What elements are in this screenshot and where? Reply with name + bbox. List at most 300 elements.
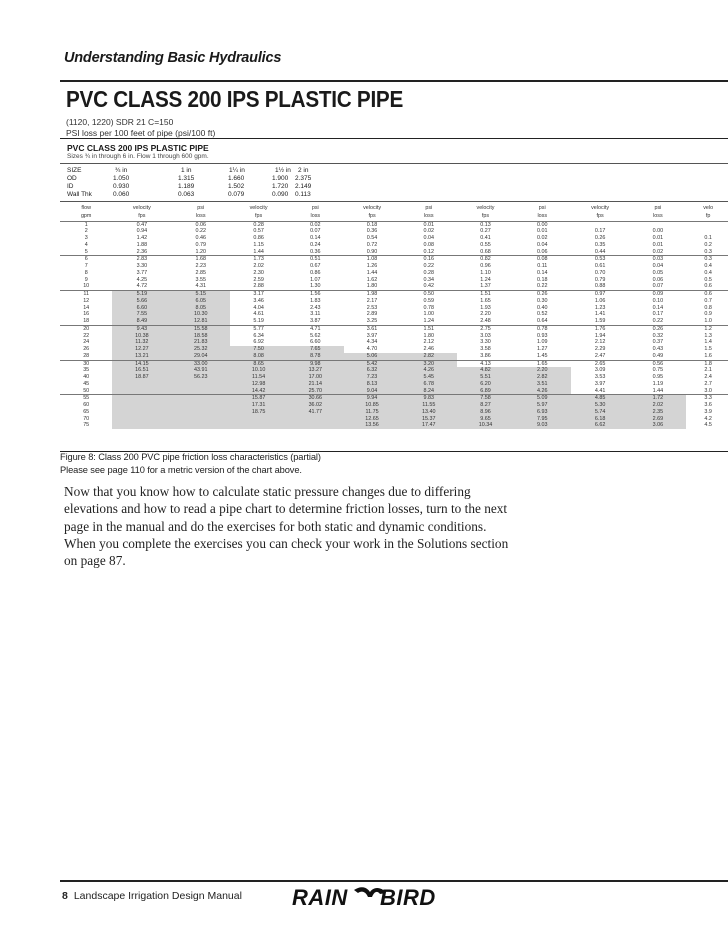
- table-cell: 25.32: [171, 346, 230, 353]
- table-cell: 4.41: [594, 387, 606, 394]
- table-cell: 1.27: [537, 346, 548, 353]
- table-cell: 0.5: [704, 276, 712, 283]
- table-cell: [171, 395, 230, 402]
- table-cell: 0.22: [652, 318, 664, 325]
- table-cell: [230, 422, 287, 429]
- table-cell: 0.06: [652, 276, 664, 283]
- table-cell: 1.62: [366, 276, 378, 283]
- table-cell: 3.9: [704, 408, 712, 415]
- table-cell: 0.43: [652, 346, 664, 353]
- table-cell: 0.78: [514, 325, 571, 332]
- table-row: [60, 291, 728, 298]
- table-cell: 1.19: [652, 380, 664, 387]
- table-cell: 2.46: [423, 346, 435, 353]
- table-cell: 0.28: [423, 269, 435, 276]
- column-header: psi: [538, 205, 546, 211]
- table-cell: 9.04: [344, 388, 401, 395]
- table-row: [60, 283, 728, 290]
- table-cell: 0.79: [594, 276, 606, 283]
- size-value: ¾ in: [115, 167, 128, 174]
- table-cell: 0.26: [630, 325, 687, 332]
- table-cell: 0.86: [310, 269, 321, 276]
- column-header: fps: [344, 213, 401, 221]
- table-cell: 0.22: [195, 228, 206, 235]
- table-cell: 2.02: [630, 402, 687, 409]
- column-header: fps: [112, 213, 171, 221]
- table-cell: 4.70: [366, 346, 378, 353]
- table-cell: 6.60: [112, 305, 171, 312]
- table-cell: 6.18: [571, 416, 630, 423]
- table-cell: 12.27: [112, 346, 171, 353]
- table-cell: 35: [83, 367, 90, 374]
- table-cell: 0.07: [652, 283, 664, 290]
- table-cell: 6.34: [253, 332, 264, 339]
- table-cell: 4.26: [400, 367, 457, 374]
- table-cell: 14.42: [230, 388, 287, 395]
- table-cell: 0.28: [253, 221, 264, 228]
- table-cell: 22: [83, 332, 90, 339]
- table-cell: 0.79: [195, 241, 206, 248]
- table-cell: 0.01: [423, 221, 435, 228]
- table-subtitle: Sizes ¾ in through 6 in. Flow 1 through 600 gpm.: [67, 153, 209, 160]
- table-row: [60, 353, 728, 360]
- table-cell: 2.43: [310, 304, 321, 311]
- table-cell: 1.23: [594, 304, 606, 311]
- table-cell: [686, 228, 728, 235]
- table-cell: 3.55: [195, 276, 206, 283]
- table-cell: 50: [83, 387, 90, 394]
- column-header: velocity: [132, 205, 151, 211]
- table-cell: 0.12: [423, 248, 435, 255]
- table-cell: 3.3: [686, 395, 728, 402]
- table-header-row: [60, 213, 728, 221]
- table-cell: 5.15: [171, 291, 230, 298]
- table-cell: 0.16: [400, 256, 457, 263]
- table-cell: 1.08: [344, 256, 401, 263]
- table-row: [60, 221, 728, 228]
- table-cell: 30: [60, 360, 112, 367]
- table-cell: 0.04: [652, 263, 664, 270]
- table-cell: 7.58: [457, 395, 514, 402]
- table-cell: 8.13: [344, 381, 401, 388]
- table-cell: 0.70: [594, 269, 606, 276]
- table-cell: 0.00: [537, 221, 548, 228]
- table-cell: 4.31: [195, 283, 206, 290]
- table-cell: [112, 395, 171, 402]
- column-header: velocity: [476, 205, 495, 211]
- table-cell: 0.17: [594, 228, 606, 235]
- table-cell: 6: [60, 256, 112, 263]
- table-cell: 5.19: [112, 291, 171, 298]
- table-cell: [630, 221, 687, 228]
- table-cell: 2.1: [704, 367, 712, 374]
- column-header: loss: [514, 213, 571, 221]
- table-cell: 24: [83, 339, 90, 346]
- table-cell: 3.58: [480, 346, 491, 353]
- table-cell: 1.07: [310, 276, 321, 283]
- table-cell: 0.27: [480, 228, 491, 235]
- table-cell: 3.87: [310, 318, 321, 325]
- table-cell: [287, 416, 344, 423]
- table-cell: 0.22: [537, 283, 548, 290]
- table-cell: 0.54: [366, 235, 378, 242]
- table-cell: 3.61: [344, 325, 401, 332]
- table-row: [60, 381, 728, 388]
- table-cell: 0.22: [423, 263, 435, 270]
- table-cell: 21.83: [171, 339, 230, 346]
- table-cell: 0.57: [253, 228, 264, 235]
- table-cell: 1.51: [400, 325, 457, 332]
- table-cell: 4.2: [704, 415, 712, 422]
- od-value: 2.375: [295, 175, 312, 182]
- table-cell: 7.50: [230, 346, 287, 353]
- friction-loss-table: [60, 138, 728, 452]
- table-cell: 4.61: [253, 311, 264, 318]
- table-cell: 1.6: [704, 352, 712, 359]
- table-cell: 65: [83, 408, 90, 415]
- table-row: [60, 388, 728, 395]
- table-cell: 11.75: [344, 409, 401, 416]
- table-cell: 0.47: [136, 221, 148, 228]
- footer: [62, 890, 242, 902]
- table-cell: 0.08: [514, 256, 571, 263]
- table-cell: 5: [84, 248, 88, 255]
- table-cell: 0.30: [537, 297, 548, 304]
- table-cell: 14: [83, 304, 90, 311]
- table-cell: 8.05: [171, 305, 230, 312]
- table-cell: 9.83: [400, 395, 457, 402]
- od-value: 1.660: [228, 175, 245, 182]
- table-cell: 4.26: [514, 388, 571, 395]
- table-cell: 2.12: [423, 339, 435, 346]
- table-cell: 26: [83, 346, 90, 353]
- table-cell: 1.42: [136, 235, 148, 242]
- table-cell: 0.11: [537, 263, 548, 270]
- table-cell: [112, 381, 171, 388]
- table-cell: 0.04: [423, 235, 435, 242]
- table-cell: 18.75: [230, 409, 287, 416]
- table-cell: 1.8: [686, 360, 728, 367]
- table-cell: 55: [60, 395, 112, 402]
- table-cell: 0.14: [537, 269, 548, 276]
- table-cell: 6.93: [514, 409, 571, 416]
- table-cell: 4.71: [287, 325, 344, 332]
- table-divider: [60, 201, 728, 202]
- table-row: [60, 228, 728, 235]
- table-cell: 40: [83, 374, 90, 381]
- table-cell: 29.04: [171, 353, 230, 360]
- table-cell: 3.30: [480, 339, 491, 346]
- table-cell: [686, 221, 728, 228]
- table-cell: 1.41: [594, 311, 606, 318]
- od-label: OD: [67, 175, 77, 182]
- body-paragraph: Now that you know how to calculate static pressure changes due to differing elevations and how to read a pipe chart to determine friction losses, turn to the next page in the manual and do the exercises for both static and dynamic conditions. When you complete the exercises you can check your work in the Solutions section on page 87.: [64, 484, 509, 569]
- table-cell: 4.85: [571, 395, 630, 402]
- table-cell: 7.65: [287, 346, 344, 353]
- table-cell: 8.96: [457, 409, 514, 416]
- table-cell: 1.45: [537, 352, 548, 359]
- table-cell: 4.04: [253, 304, 264, 311]
- table-cell: 6.92: [253, 339, 264, 346]
- table-cell: 0.4: [704, 269, 712, 276]
- table-row: [60, 270, 728, 277]
- table-row: [60, 395, 728, 402]
- table-cell: 4.5: [704, 422, 712, 429]
- table-cell: 9.03: [514, 422, 571, 429]
- size-label: SIZE: [67, 167, 82, 174]
- table-divider: [60, 163, 728, 164]
- column-header: gpm: [60, 213, 112, 221]
- table-cell: 13.40: [400, 409, 457, 416]
- od-value: 1.050: [113, 175, 130, 182]
- table-title: PVC CLASS 200 IPS PLASTIC PIPE: [67, 143, 209, 153]
- table-cell: 0.26: [594, 235, 606, 242]
- table-cell: 3.46: [253, 297, 264, 304]
- table-cell: 18.58: [171, 333, 230, 340]
- table-cell: 2.85: [195, 269, 206, 276]
- table-cell: [171, 402, 230, 409]
- table-cell: 16.51: [112, 367, 171, 374]
- table-row: [60, 339, 728, 346]
- table-cell: 0.34: [423, 276, 435, 283]
- table-cell: 0.67: [310, 263, 321, 270]
- table-cell: 0.01: [652, 241, 664, 248]
- bottom-rule: [60, 880, 728, 882]
- table-cell: 16: [83, 311, 90, 318]
- table-cell: 0.08: [423, 241, 435, 248]
- table-cell: 2.02: [253, 263, 264, 270]
- column-header: loss: [630, 213, 687, 221]
- table-row: [60, 311, 728, 318]
- column-header: loss: [287, 213, 344, 221]
- column-header: flow: [81, 205, 91, 211]
- table-cell: 2.48: [480, 318, 491, 325]
- table-cell: 17.00: [287, 374, 344, 381]
- top-rule: [60, 80, 728, 82]
- table-cell: 0.1: [704, 235, 712, 242]
- table-cell: 45: [83, 380, 90, 387]
- table-row: [60, 360, 728, 367]
- size-value: 1½ in: [275, 167, 291, 174]
- table-cell: 7.55: [112, 311, 171, 318]
- table-cell: [112, 416, 171, 423]
- table-cell: 0.88: [594, 283, 606, 290]
- table-cell: 0.56: [630, 360, 687, 367]
- table-header-row: [60, 205, 728, 213]
- table-cell: 0.02: [423, 228, 435, 235]
- wall-value: 0.060: [113, 191, 130, 198]
- table-cell: 1: [84, 221, 88, 228]
- id-value: 1.189: [178, 183, 195, 190]
- table-cell: 1.37: [480, 283, 491, 290]
- table-cell: 8: [84, 269, 88, 276]
- table-cell: 9.65: [457, 416, 514, 423]
- table-cell: 5.19: [253, 318, 264, 325]
- table-cell: 6.89: [457, 388, 514, 395]
- column-header: velocity: [363, 205, 382, 211]
- table-cell: 20: [60, 325, 112, 332]
- table-cell: 0.52: [537, 311, 548, 318]
- table-cell: 0.36: [366, 228, 378, 235]
- table-cell: 2: [84, 228, 88, 235]
- table-cell: 0.35: [594, 241, 606, 248]
- table-cell: 1.80: [366, 283, 378, 290]
- table-cell: 2.23: [195, 263, 206, 270]
- table-row: [60, 249, 728, 256]
- logo-wordmark: BIRD: [380, 885, 436, 910]
- pipe-spec-line: (1120, 1220) SDR 21 C=150: [66, 117, 174, 127]
- table-cell: 9.43: [112, 325, 171, 332]
- table-cell: 0.93: [537, 332, 548, 339]
- table-cell: 3.53: [594, 374, 606, 381]
- table-cell: 6.20: [457, 381, 514, 388]
- table-row: [60, 263, 728, 270]
- table-cell: 3.03: [480, 332, 491, 339]
- table-cell: 6.78: [400, 381, 457, 388]
- table-cell: 5.62: [310, 332, 321, 339]
- table-row: [60, 346, 728, 353]
- table-cell: 17.47: [400, 422, 457, 429]
- table-cell: 2.69: [630, 416, 687, 423]
- table-cell: 0.04: [537, 241, 548, 248]
- table-cell: 1.2: [686, 325, 728, 332]
- table-cell: 13.27: [287, 367, 344, 374]
- wall-value: 0.063: [178, 191, 195, 198]
- table-cell: 2.75: [457, 325, 514, 332]
- wall-value: 0.113: [295, 191, 311, 198]
- table-cell: 5.45: [400, 374, 457, 381]
- table-cell: 0.01: [652, 235, 664, 242]
- table-cell: 1.93: [480, 304, 491, 311]
- table-cell: 1.68: [171, 256, 230, 263]
- table-cell: 5.06: [344, 353, 401, 360]
- table-row: [60, 325, 728, 332]
- table-cell: 6.05: [171, 298, 230, 305]
- column-header: velocity: [591, 205, 610, 211]
- table-cell: 0.13: [480, 221, 491, 228]
- table-row: [60, 422, 728, 429]
- table-cell: 2.12: [594, 339, 606, 346]
- table-cell: [571, 221, 630, 228]
- table-cell: 33.00: [171, 360, 230, 367]
- table-cell: 0.2: [704, 241, 712, 248]
- table-cell: 3.51: [514, 381, 571, 388]
- column-header: velo: [703, 205, 714, 211]
- table-cell: 1.20: [195, 248, 206, 255]
- psi-loss-line: PSI loss per 100 feet of pipe (psi/100 ft): [66, 128, 216, 138]
- table-row: [60, 277, 728, 284]
- table-cell: 6.60: [310, 339, 321, 346]
- table-cell: 0.46: [195, 235, 206, 242]
- table-cell: 7.95: [514, 416, 571, 423]
- table-cell: 0.68: [480, 248, 491, 255]
- table-cell: 1.10: [480, 269, 491, 276]
- table-cell: 2.59: [253, 276, 264, 283]
- table-cell: 1.5: [704, 346, 712, 353]
- table-cell: 5.97: [514, 402, 571, 409]
- table-cell: 1.98: [344, 291, 401, 298]
- table-cell: 0.64: [537, 318, 548, 325]
- table-cell: 12.81: [171, 318, 230, 325]
- table-cell: 10.30: [171, 311, 230, 318]
- table-cell: 0.26: [514, 291, 571, 298]
- table-cell: 0.55: [480, 241, 491, 248]
- table-cell: 3.06: [630, 422, 687, 429]
- column-header: loss: [400, 213, 457, 221]
- table-cell: 0.4: [704, 263, 712, 270]
- table-cell: 2.83: [112, 256, 171, 263]
- column-header: psi: [197, 205, 205, 211]
- wall-label: Wall Thk: [67, 191, 92, 198]
- od-value: 1.315: [178, 175, 195, 182]
- table-cell: 56.23: [171, 374, 230, 381]
- table-cell: 0.36: [310, 248, 321, 255]
- table-cell: 1.73: [230, 256, 287, 263]
- table-cell: [287, 422, 344, 429]
- table-cell: 9.98: [287, 360, 344, 367]
- column-header: fps: [230, 213, 287, 221]
- table-cell: 1.76: [571, 325, 630, 332]
- table-cell: 13.56: [344, 422, 401, 429]
- table-cell: 1.83: [310, 297, 321, 304]
- table-cell: 0.37: [652, 339, 664, 346]
- table-cell: 1.80: [423, 332, 435, 339]
- table-cell: 0.3: [704, 248, 712, 255]
- table-cell: 5.74: [571, 409, 630, 416]
- table-cell: 0.78: [423, 304, 435, 311]
- page-title: PVC CLASS 200 IPS PLASTIC PIPE: [66, 86, 404, 112]
- table-cell: 8.27: [457, 402, 514, 409]
- table-cell: 1.06: [594, 297, 606, 304]
- table-cell: 0.00: [652, 228, 664, 235]
- table-cell: 12.65: [344, 416, 401, 423]
- table-cell: 75: [83, 422, 90, 429]
- table-cell: 10: [83, 283, 90, 290]
- table-cell: 3.86: [480, 352, 491, 359]
- table-cell: 5.66: [112, 298, 171, 305]
- table-cell: 8.78: [287, 353, 344, 360]
- table-row: [60, 242, 728, 249]
- table-row: [60, 333, 728, 340]
- table-cell: 10.10: [230, 367, 287, 374]
- table-row: [60, 318, 728, 325]
- size-value: 2 in: [298, 167, 309, 174]
- table-cell: 6.32: [344, 367, 401, 374]
- table-cell: [171, 388, 230, 395]
- table-cell: 1.24: [480, 276, 491, 283]
- rain-bird-logo: [290, 884, 450, 910]
- table-cell: 3: [84, 235, 88, 242]
- table-row: [60, 416, 728, 423]
- table-cell: 43.91: [171, 367, 230, 374]
- column-header: fp: [686, 213, 728, 221]
- table-row: [60, 367, 728, 374]
- table-cell: 1.72: [630, 395, 687, 402]
- table-cell: 0.18: [537, 276, 548, 283]
- size-value: 1¼ in: [229, 167, 245, 174]
- table-cell: 0.53: [571, 256, 630, 263]
- table-cell: 1.0: [704, 318, 712, 325]
- id-value: 1.720: [272, 183, 289, 190]
- table-cell: 2.7: [704, 380, 712, 387]
- table-cell: 12: [83, 297, 90, 304]
- table-cell: 2.4: [704, 374, 712, 381]
- table-cell: [112, 402, 171, 409]
- table-cell: 1.4: [704, 339, 712, 346]
- table-cell: 1.26: [366, 263, 378, 270]
- table-cell: 15.58: [171, 325, 230, 332]
- od-value: 1.900: [272, 175, 289, 182]
